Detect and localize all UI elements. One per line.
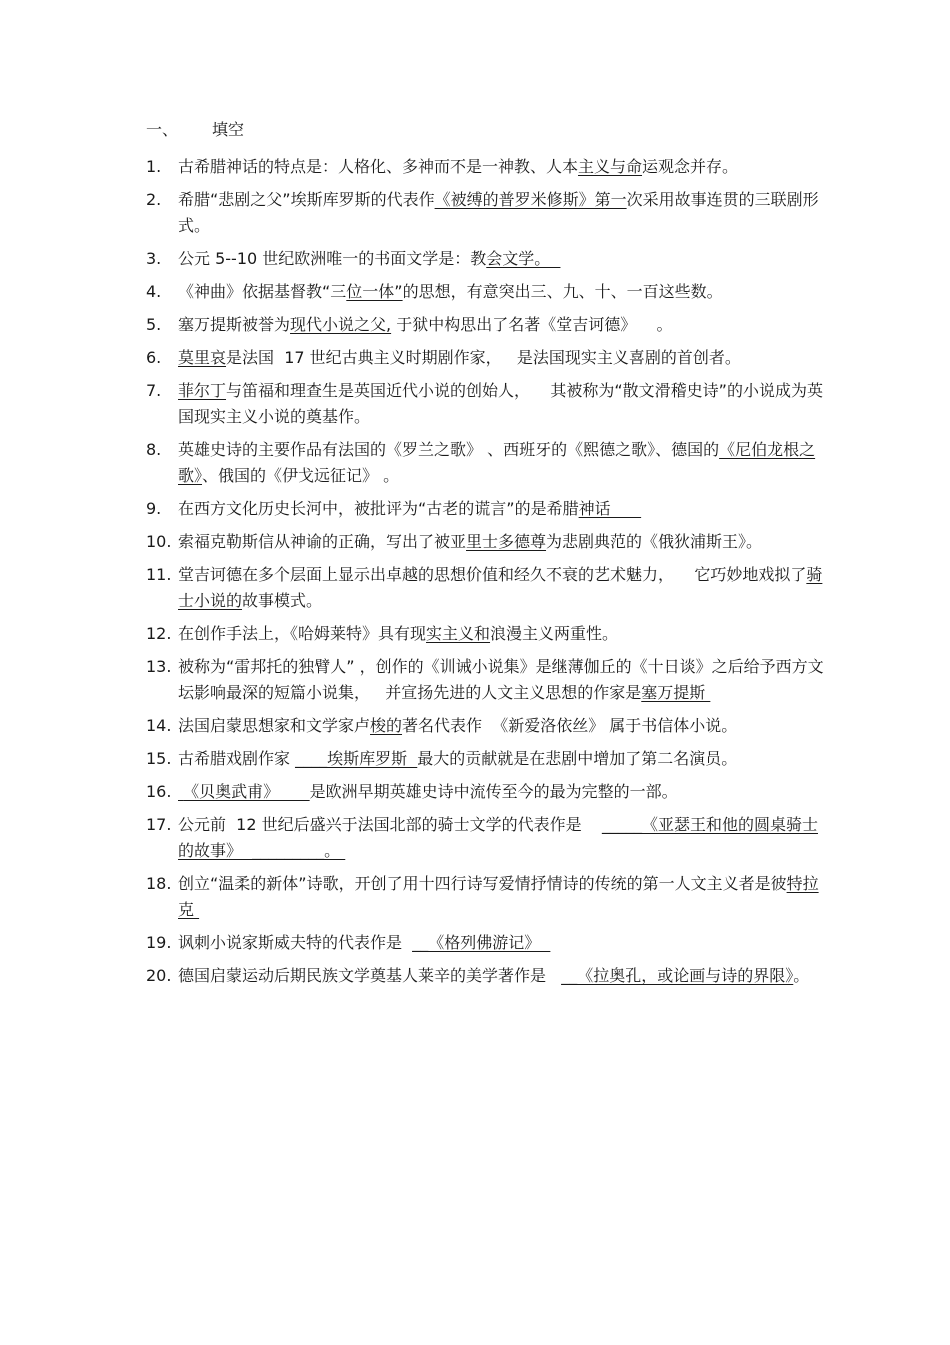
question-text <box>178 930 826 956</box>
section-title: 填空 <box>212 120 245 139</box>
question-item <box>146 812 826 864</box>
question-text-segment: 在创作手法上，《哈姆莱特》具有现 <box>178 624 427 643</box>
question-item <box>146 562 826 614</box>
question-text-segment: 是法国 17 世纪古典主义时期剧作家， 是法国现实主义喜剧的首创者。 <box>226 348 741 367</box>
question-text <box>178 713 826 739</box>
question-number: 18. <box>146 874 172 893</box>
question-item <box>146 496 826 522</box>
question-item <box>146 621 826 647</box>
question-text <box>178 529 826 555</box>
question-text-segment: 公元 5--10 世纪欧洲唯一的书面文学是：教 <box>178 249 487 268</box>
answer-underlined: 特拉克 <box>178 874 819 919</box>
question-number: 7. <box>146 381 162 400</box>
question-text-segment: 与笛福和理查生是英国近代小说的创始人， 其被称为“散文滑稽史诗”的小说成为英国现实主义小说的奠基作。 <box>178 381 823 426</box>
question-text-segment: 次采用故事连贯的三联剧形式。 <box>178 190 819 235</box>
question-number: 9. <box>146 499 162 518</box>
answer-underlined: _____《亚瑟王和他的圆桌骑士的故事》 _________。 <box>178 815 818 860</box>
question-text-segment: 公元前 12 世纪后盛兴于法国北部的骑士文学的代表作是 <box>178 815 602 834</box>
question-text <box>178 654 826 706</box>
question-item <box>146 345 826 371</box>
answer-underlined: 里士多德尊 <box>466 532 547 551</box>
question-text <box>178 871 826 923</box>
question-text <box>178 621 826 647</box>
answer-underlined: 莫里哀 <box>178 348 227 367</box>
section-number: 一、 <box>146 120 179 139</box>
answer-underlined: __《拉奥孔，或论画与诗的界限》 <box>561 966 794 985</box>
question-text <box>178 496 826 522</box>
question-number: 15. <box>146 749 172 768</box>
question-text <box>178 378 826 430</box>
question-text-segment: 是欧洲早期英雄史诗中流传至今的最为完整的一部。 <box>309 782 678 801</box>
question-item <box>146 312 826 338</box>
question-text-segment: 。 <box>793 966 810 985</box>
question-number: 16. <box>146 782 172 801</box>
question-item <box>146 871 826 923</box>
question-item <box>146 779 826 805</box>
question-number: 12. <box>146 624 172 643</box>
question-item <box>146 187 826 239</box>
question-text-segment: 的思想，有意突出三、九、十、一百这些数。 <box>402 282 723 301</box>
question-text <box>178 562 826 614</box>
question-item <box>146 246 826 272</box>
question-number: 2. <box>146 190 162 209</box>
question-number: 1. <box>146 157 162 176</box>
question-text <box>178 779 826 805</box>
question-item <box>146 279 826 305</box>
question-text-segment: 《神曲》依据基督教“三 <box>178 282 347 301</box>
question-text-segment: 著名代表作 《新爱洛依丝》 属于书信体小说。 <box>402 716 738 735</box>
question-number: 8. <box>146 440 162 459</box>
question-text-segment: 堂吉诃德在多个层面上显示出卓越的思想价值和经久不衰的艺术魅力， 它巧妙地戏拟了 <box>178 565 807 584</box>
question-list <box>146 154 826 996</box>
question-text <box>178 187 826 239</box>
question-item <box>146 930 826 956</box>
question-text-segment: 被称为“雷邦托的独臂人” ，创作的《训诫小说集》是继薄伽丘的《十日谈》之后给予西方文坛影响最深的短篇小说集， 并宣扬先进的人文主义思想的作家是 <box>178 657 824 702</box>
question-text <box>178 154 826 180</box>
question-text-segment: 于狱中构思出了名著《堂吉诃德》 。 <box>391 315 673 334</box>
answer-underlined: 《贝奥武甫》 <box>178 782 310 801</box>
answer-underlined: 骑士小说的 <box>178 565 823 610</box>
question-text-segment: 索福克勒斯信从神谕的正确，写出了被亚 <box>178 532 467 551</box>
question-text <box>178 746 826 772</box>
question-item <box>146 154 826 180</box>
answer-underlined: ____埃斯库罗斯 <box>295 749 418 768</box>
question-text-segment: 塞万提斯被誉为 <box>178 315 291 334</box>
question-text <box>178 345 826 371</box>
question-text-segment: 运观念并存。 <box>642 157 739 176</box>
question-text-segment: 希腊“悲剧之父”埃斯库罗斯的代表作 <box>178 190 435 209</box>
question-text-segment: 德国启蒙运动后期民族文学奠基人莱辛的美学著作是 <box>178 966 562 985</box>
question-number: 6. <box>146 348 162 367</box>
question-text <box>178 279 826 305</box>
question-text-segment: 法国启蒙思想家和文学家卢 <box>178 716 371 735</box>
question-item <box>146 654 826 706</box>
question-text-segment: 创立“温柔的新体”诗歌，开创了用十四行诗写爱情抒情诗的传统的第一人文主义者是彼 <box>178 874 787 893</box>
question-item <box>146 437 826 489</box>
answer-underlined: 塞万提斯 <box>641 683 711 702</box>
section-heading <box>146 120 244 140</box>
question-text <box>178 963 826 989</box>
question-item <box>146 378 826 430</box>
question-number: 19. <box>146 933 172 952</box>
question-item <box>146 963 826 989</box>
question-item <box>146 713 826 739</box>
question-item <box>146 746 826 772</box>
answer-underlined: __《格列佛游记》 <box>412 933 551 952</box>
question-number: 17. <box>146 815 172 834</box>
answer-underlined: 菲尔丁 <box>178 381 227 400</box>
question-number: 4. <box>146 282 162 301</box>
question-text-segment: 为悲剧典范的《俄狄浦斯王》。 <box>546 532 763 551</box>
answer-underlined: 现代小说之父, <box>290 315 392 334</box>
question-text <box>178 812 826 864</box>
question-number: 5. <box>146 315 162 334</box>
answer-underlined: 《尼伯龙根之歌》 <box>178 440 816 485</box>
question-text <box>178 312 826 338</box>
question-text-segment: 英雄史诗的主要作品有法国的《罗兰之歌》 、西班牙的《熙德之歌》、德国的 <box>178 440 720 459</box>
question-text-segment: 古希腊戏剧作家 <box>178 749 296 768</box>
question-text-segment: 故事模式。 <box>242 591 323 610</box>
question-text-segment: 古希腊神话的特点是：人格化、多神而不是一神教、人本 <box>178 157 579 176</box>
question-number: 10. <box>146 532 172 551</box>
answer-underlined: 梭的 <box>370 716 403 735</box>
question-number: 3. <box>146 249 162 268</box>
answer-underlined: 位一体” <box>346 282 403 301</box>
question-number: 20. <box>146 966 172 985</box>
question-text-segment: 在西方文化历史长河中，被批评为“古老的谎言”的是希腊 <box>178 499 579 518</box>
question-text-segment: 最大的贡献就是在悲剧中增加了第二名演员。 <box>417 749 738 768</box>
question-text <box>178 246 826 272</box>
question-item <box>146 529 826 555</box>
answer-underlined: 神话 <box>578 499 642 518</box>
answer-underlined: 实主义和 <box>426 624 491 643</box>
question-number: 11. <box>146 565 172 584</box>
question-text-segment: 浪漫主义两重性。 <box>490 624 619 643</box>
answer-underlined: 主义与命 <box>578 157 643 176</box>
question-number: 13. <box>146 657 172 676</box>
question-text-segment: 、俄国的《伊戈远征记》 。 <box>202 466 400 485</box>
answer-underlined: 会文学。 <box>486 249 561 268</box>
answer-underlined: 《被缚的普罗米修斯》第一 <box>434 190 627 209</box>
question-number: 14. <box>146 716 172 735</box>
question-text-segment: 讽刺小说家斯威夫特的代表作是 <box>178 933 413 952</box>
question-text <box>178 437 826 489</box>
